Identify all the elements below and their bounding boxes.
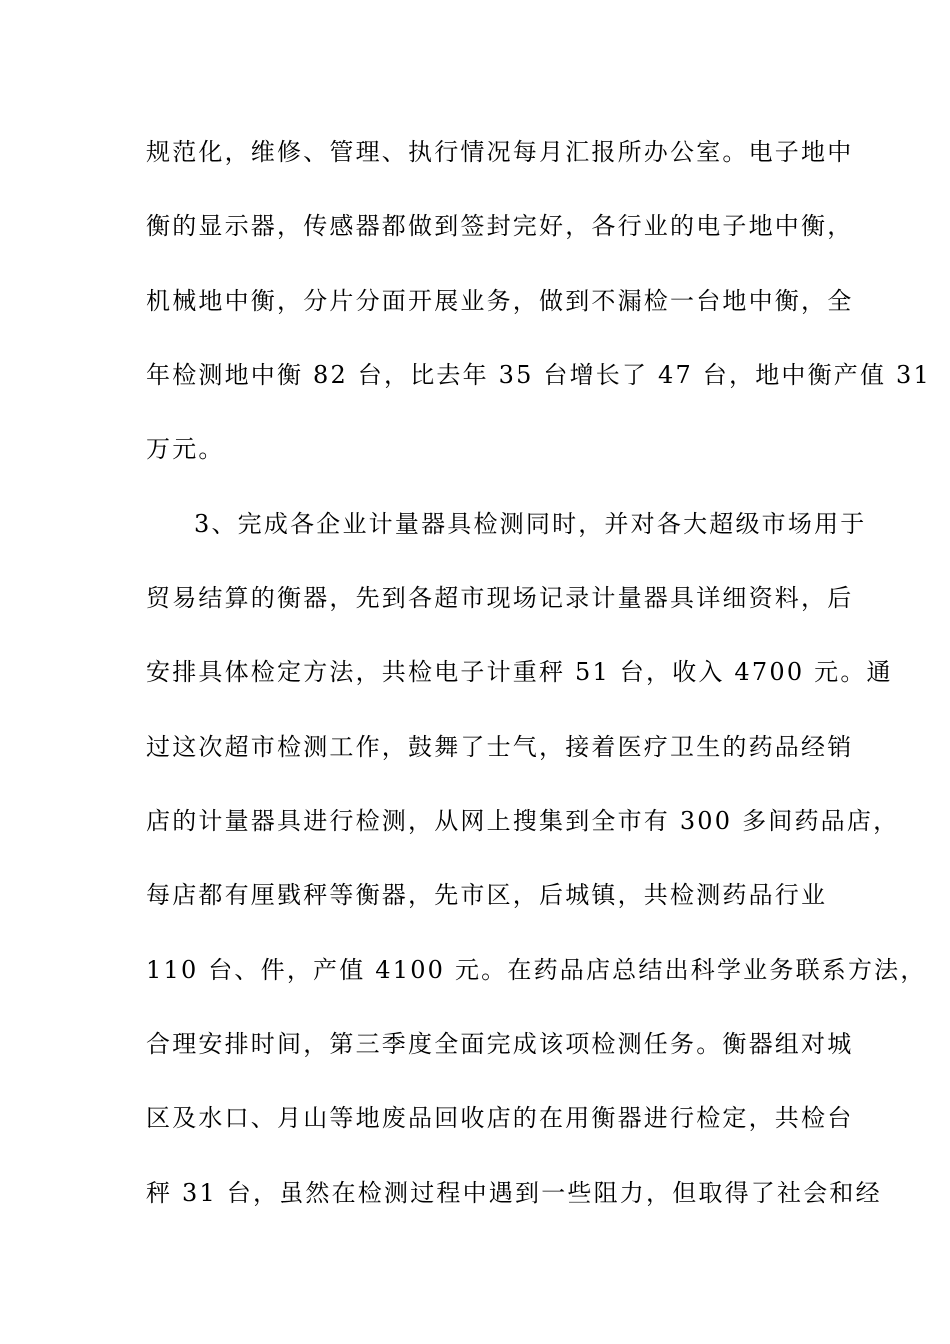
- text-line: 110 台、件，产值 4100 元。在药品店总结出科学业务联系方法，: [146, 956, 927, 984]
- text-line: 每店都有厘戥秤等衡器，先市区，后城镇，共检测药品行业: [146, 881, 828, 909]
- text-line: 机械地中衡，分片分面开展业务，做到不漏检一台地中衡，全: [146, 287, 854, 315]
- text-line: 贸易结算的衡器，先到各超市现场记录计量器具详细资料，后: [146, 584, 854, 612]
- text-line: 区及水口、月山等地废品回收店的在用衡器进行检定，共检台: [146, 1104, 854, 1132]
- text-line: 安排具体检定方法，共检电子计重秤 51 台，收入 4700 元。通: [146, 658, 893, 686]
- text-line: 衡的显示器，传感器都做到签封完好，各行业的电子地中衡，: [146, 212, 854, 240]
- text-line: 过这次超市检测工作，鼓舞了士气，接着医疗卫生的药品经销: [146, 733, 854, 761]
- text-line: 规范化，维修、管理、执行情况每月汇报所办公室。电子地中: [146, 138, 854, 166]
- paragraph-start-line: 3、完成各企业计量器具检测同时，并对各大超级市场用于: [194, 510, 867, 538]
- text-line: 秤 31 台，虽然在检测过程中遇到一些阻力，但取得了社会和经: [146, 1179, 882, 1207]
- text-line: 年检测地中衡 82 台，比去年 35 台增长了 47 台，地中衡产值 31: [146, 361, 931, 389]
- text-line: 万元。: [146, 435, 225, 463]
- text-line: 合理安排时间，第三季度全面完成该项检测任务。衡器组对城: [146, 1030, 854, 1058]
- text-line: 店的计量器具进行检测，从网上搜集到全市有 300 多间药品店，: [146, 807, 900, 835]
